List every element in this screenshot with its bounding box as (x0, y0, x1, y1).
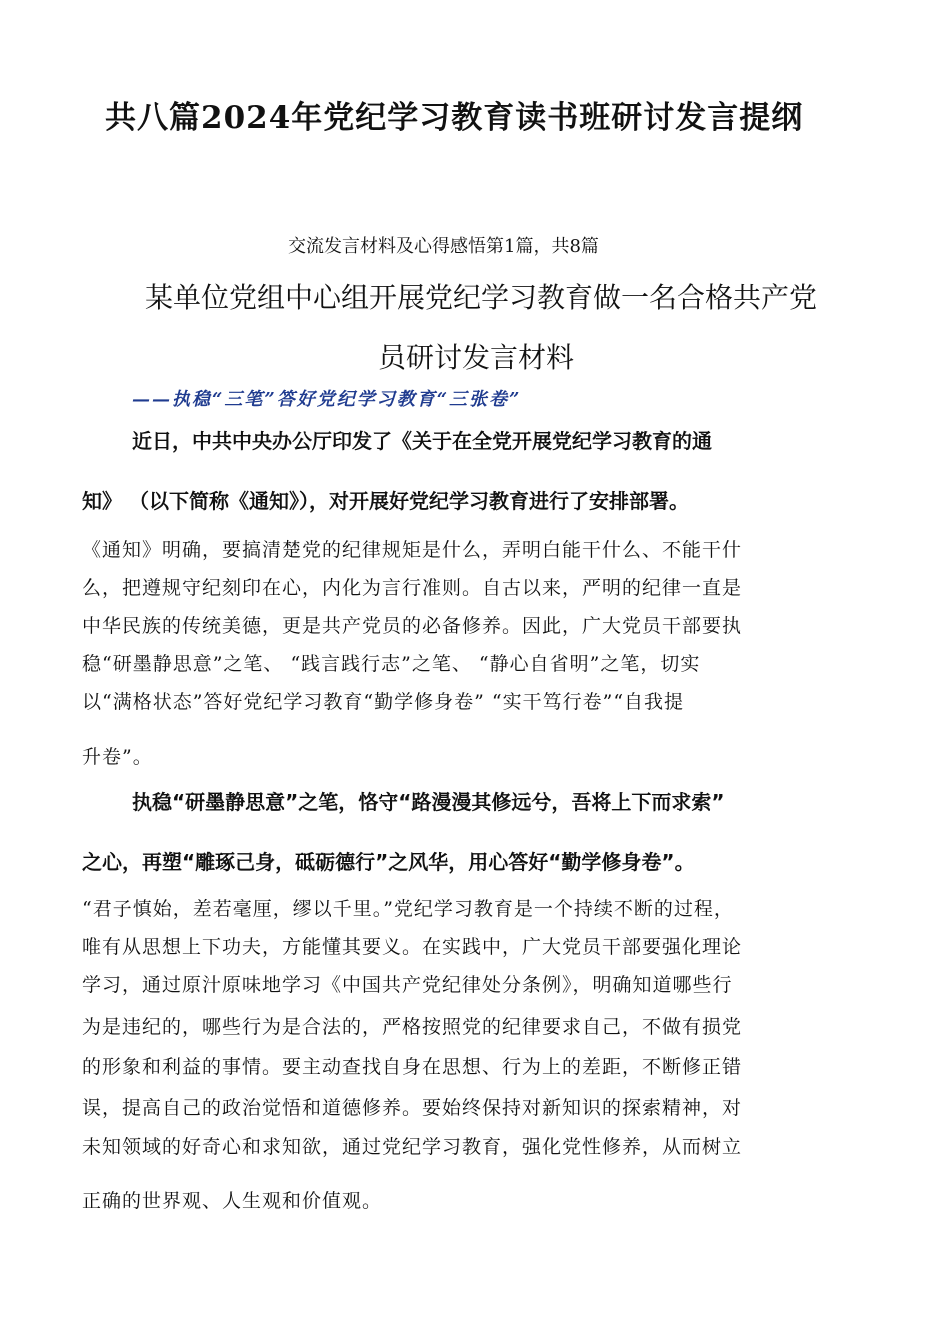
intro-body-line: 《通知》明确，要搞清楚党的纪律规矩是什么，弄明白能干什么、不能干什 (82, 539, 743, 561)
intro-body-line: 么，把遵规守纪刻印在心，内化为言行准则。自古以来，严明的纪律一直是 (82, 577, 743, 599)
article-title-line-1: 某单位党组中心组开展党纪学习教育做一名合格共产党 (145, 281, 818, 314)
article-subtitle: ——执稳“三笔”答好党纪学习教育“三张卷” (132, 389, 522, 410)
section-heading-line: 执稳“研墨静思意”之笔，恪守“路漫漫其修远兮，吾将上下而求索” (132, 790, 725, 814)
intro-body-line: 以“满格状态”答好党纪学习教育“勤学修身卷” “实干笃行卷”“自我提 (82, 691, 685, 713)
section-body-line: 正确的世界观、人生观和价值观。 (82, 1190, 383, 1212)
section-body-line: 学习，通过原汁原味地学习《中国共产党纪律处分条例》，明确知道哪些行 (82, 974, 733, 996)
intro-bold-line: 知》 （以下简称《通知》），对开展好党纪学习教育进行了安排部署。 (82, 489, 689, 513)
section-body-line: 未知领域的好奇心和求知欲，通过党纪学习教育，强化党性修养，从而树立 (82, 1136, 743, 1158)
section-body-line: “君子慎始，差若毫厘，缪以千里。”党纪学习教育是一个持续不断的过程， (82, 898, 734, 920)
section-heading-line: 之心，再塑“雕琢己身，砥砺德行”之风华，用心答好“勤学修身卷”。 (82, 850, 695, 874)
intro-body-line: 稳“研墨静思意”之笔、 “践言践行志”之笔、 “静心自省明”之笔，切实 (82, 653, 701, 675)
section-body-line: 误，提高自己的政治觉悟和道德修养。要始终保持对新知识的探索精神，对 (82, 1097, 743, 1119)
intro-body-line: 中华民族的传统美德，更是共产党员的必备修养。因此，广大党员干部要执 (82, 615, 743, 637)
section-body-line: 唯有从思想上下功夫，方能懂其要义。在实践中，广大党员干部要强化理论 (82, 936, 743, 958)
intro-bold-line: 近日，中共中央办公厅印发了《关于在全党开展党纪学习教育的通 (132, 429, 712, 453)
article-title-line-2: 员研讨发言材料 (378, 341, 575, 374)
document-title: 共八篇2024年党纪学习教育读书班研讨发言提纲 (105, 100, 804, 136)
section-label: 交流发言材料及心得感悟第1篇，共8篇 (288, 236, 599, 257)
section-body-line: 为是违纪的，哪些行为是合法的，严格按照党的纪律要求自己，不做有损党 (82, 1016, 743, 1038)
section-body-line: 的形象和利益的事情。要主动查找自身在思想、行为上的差距，不断修正错 (82, 1056, 743, 1078)
intro-body-line: 升卷”。 (82, 746, 153, 768)
